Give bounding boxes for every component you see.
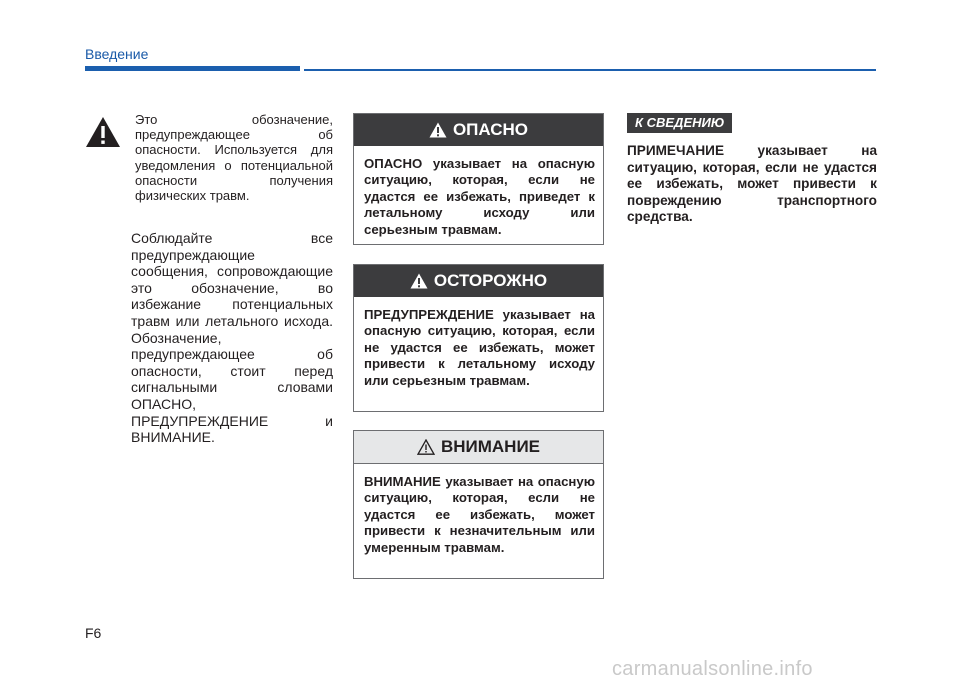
- section-title: Введение: [85, 46, 149, 62]
- caution-text: ВНИМАНИЕ указывает на опасную ситуацию, которая, если не удастся ее избежать, может привести к незначительным или умеренным травмам.: [364, 474, 595, 555]
- caution-title: ВНИМАНИЕ: [440, 437, 541, 456]
- notice-text: ПРИМЕЧАНИЕ указывает на ситуацию, которая, если не удастся ее избежать, может привести к повреждению транспортного средства.: [627, 143, 877, 225]
- warning-triangle-icon: [85, 116, 121, 148]
- caution-box: [353, 430, 604, 579]
- danger-box: [353, 113, 604, 245]
- warning-header: [354, 265, 603, 297]
- warning-box: [353, 264, 604, 412]
- body-text: Соблюдайте все предупреждающие сообщения, сопровождающие это обозначение, во избежание потенциальных травм или летального исхода. Обозначение, предупреждающее об опасности, стоит перед сигнальными словами ОПАСНО, ПРЕДУПРЕЖДЕНИЕ и ВНИМАНИЕ.: [131, 230, 333, 446]
- header-rule-thin: [304, 69, 876, 71]
- notice-badge: К СВЕДЕНИЮ: [627, 113, 732, 133]
- danger-header: [354, 114, 603, 146]
- watermark: carmanualsonline.info: [612, 658, 813, 680]
- warning-title: ОСТОРОЖНО: [433, 271, 548, 290]
- caution-header: [354, 431, 603, 464]
- page-number: F6: [85, 625, 102, 641]
- danger-text: ОПАСНО указывает на опасную ситуацию, которая, если не удастся ее избежать, приведет к летальному исходу или серьезным травмам.: [364, 156, 595, 237]
- header-rule-thick: [85, 66, 300, 71]
- caution-triangle-icon: [417, 439, 435, 455]
- warning-triangle-icon: [410, 273, 428, 289]
- warning-text: ПРЕДУПРЕЖДЕНИЕ указывает на опасную ситуацию, которая, если не удастся ее избежать, может привести к летальному исходу или серьезным травмам.: [364, 307, 595, 388]
- danger-title: ОПАСНО: [452, 120, 529, 139]
- intro-text: Это обозначение, предупреждающее об опасности. Используется для уведомления о потенциальной опасности получения физических травм.: [135, 112, 333, 204]
- warning-triangle-icon: [429, 122, 447, 138]
